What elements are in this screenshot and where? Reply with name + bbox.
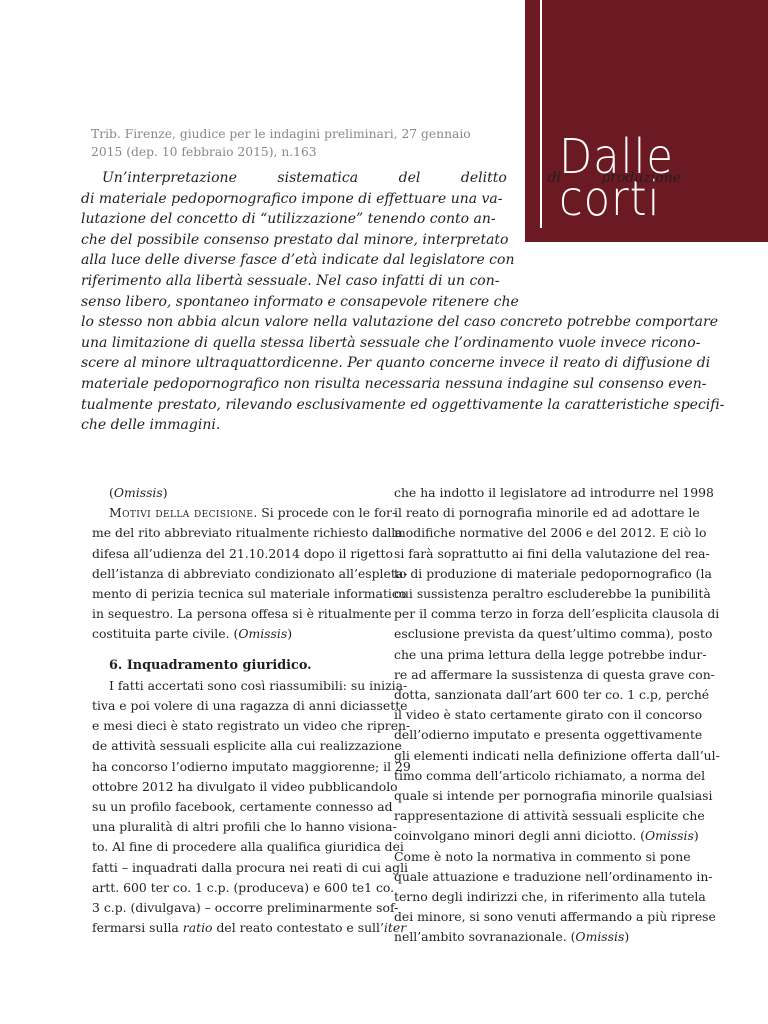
abstract-line: lo stesso non abbia alcun valore nella valutazione del caso concreto potrebbe comportare [81, 314, 718, 331]
abstract-line: scere al minore ultraquattordicenne. Per quanto concerne invece il reato di diffusione di [81, 355, 711, 372]
body-line: che ha indotto il legislatore ad introdurre nel 1998 [394, 485, 714, 500]
abstract-massima [81, 168, 725, 436]
body-line: nell’ambito sovranazionale. (Omissis) [394, 929, 630, 945]
body-line: una pluralità di altri profili che lo hanno visiona- [92, 819, 397, 835]
body-line: Come è noto la normativa in commento si pone [394, 848, 691, 864]
body-line: quale attuazione e traduzione nell’ordinamento in- [394, 868, 713, 884]
body-line: de attività sessuali esplicite alla cui realizzazione [92, 738, 402, 754]
abstract-line: alla luce delle diverse fasce d’età indicate dal legislatore con [81, 252, 515, 269]
case-citation [91, 125, 481, 161]
body-line: dei minore, si sono venuti affermando a più riprese [394, 909, 716, 925]
body-line: I fatti accertati sono così riassumibili: su inizia- [109, 677, 408, 693]
abstract-line: che delle immagini. [81, 417, 221, 434]
body-line: ha concorso l’odierno imputato maggiorenne; il 29 [92, 758, 411, 774]
abstract-line: senso libero, spontaneo informato e consapevole ritenere che [81, 293, 519, 310]
body-line: artt. 600 ter co. 1 c.p. (produceva) e 600 te1 co. [92, 879, 395, 895]
body-line: quale si intende per pornografia minorile qualsiasi [394, 788, 713, 804]
body-line: che una prima lettura della legge potrebbe indur- [394, 646, 707, 662]
section-heading: 6. Inquadramento giuridico. [109, 657, 312, 673]
body-line: fatti – inquadrati dalla procura nei reati di cui agli [92, 859, 409, 875]
body-line: re ad affermare la sussistenza di questa grave con- [394, 666, 715, 682]
body-line: to di produzione di materiale pedopornografico (la [394, 565, 712, 581]
abstract-line: che del possibile consenso prestato dal minore, interpretato [81, 231, 509, 248]
section-title-line-1: Dalle [559, 129, 674, 185]
body-line: tiva e poi volere di una ragazza di anni diciassette [92, 698, 408, 714]
body-line: esclusione prevista da quest’ultimo comma), posto [394, 626, 713, 642]
body-line: terno degli indirizzi che, in riferimento alla tutela [394, 889, 706, 905]
body-line: il video è stato certamente girato con il concorso [394, 707, 703, 723]
body-line: su un profilo facebook, certamente connesso ad [92, 799, 393, 815]
body-line: difesa all’udienza del 21.10.2014 dopo il rigetto [92, 545, 393, 561]
body-line: modifiche normative del 2006 e del 2012. E ciò lo [394, 525, 707, 541]
right-column [394, 483, 720, 948]
abstract-line: Un’interpretazione sistematica del delitto di produzione [102, 170, 681, 186]
abstract-line: materiale pedopornografico non risulta necessaria nessuna indagine sul consenso even- [81, 375, 707, 392]
body-line: per il comma terzo in forza dell’esplicita clausola di [394, 606, 720, 622]
body-line: si farà soprattutto ai fini della valutazione del rea- [394, 545, 710, 561]
body-line: gli elementi indicati nella definizione offerta dall’ul- [394, 747, 720, 763]
body-line: costituita parte civile. (Omissis) [92, 626, 293, 642]
body-line: fermarsi sulla ratio del reato contestato e sull’iter [92, 920, 407, 936]
body-line: mento di perizia tecnica sul materiale informatico [92, 586, 407, 602]
body-line: me del rito abbreviato ritualmente richiesto dalla [92, 525, 403, 541]
section-title-line-2: corti [559, 171, 661, 227]
body-line: timo comma dell’articolo richiamato, a norma del [394, 767, 706, 783]
citation-line: 2015 (dep. 10 febbraio 2015), n.163 [91, 145, 317, 159]
body-line: dell’istanza di abbreviato condizionato all’espleta- [92, 565, 408, 581]
left-column [92, 483, 411, 938]
motivi-label: Motivi della decisione [109, 505, 254, 521]
citation-line: Trib. Firenze, giudice per le indagini preliminari, 27 gennaio [91, 127, 471, 141]
body-line: to. Al fine di procedere alla qualifica giuridica dei [92, 839, 404, 855]
body-line: ottobre 2012 ha divulgato il video pubblicandolo [92, 778, 398, 794]
body-line: il reato di pornografia minorile ed ad adottare le [394, 505, 700, 521]
abstract-line: di materiale pedopornografico impone di effettuare una va- [81, 190, 503, 207]
abstract-line: lutazione del concetto di “utilizzazione” tenendo conto an- [81, 211, 496, 228]
body-line: rappresentazione di attività sessuali esplicite che [394, 808, 705, 824]
abstract-line: tualmente prestato, rilevando esclusivamente ed oggettivamente la caratteristiche specifi- [81, 396, 725, 413]
body-line: cui sussistenza peraltro escluderebbe la punibilità [394, 586, 711, 602]
omissis-marker: (Omissis) [109, 485, 168, 500]
body-line: coinvolgano minori degli anni diciotto. (Omissis) [394, 828, 699, 844]
body-line: e mesi dieci è stato registrato un video che ripren- [92, 718, 411, 734]
body-line: dotta, sanzionata dall’art 600 ter co. 1 c.p, perché [394, 687, 710, 703]
body-line: in sequestro. La persona offesa si è ritualmente [92, 606, 392, 622]
abstract-line: una limitazione di quella stessa libertà sessuale che l’ordinamento vuole invece ricono- [81, 334, 701, 351]
body-line: 3 c.p. (divulgava) – occorre preliminarmente sof- [92, 900, 399, 916]
body-line: dell’odierno imputato e presenta oggettivamente [394, 727, 703, 743]
motivi-paragraph-first-line: Motivi della decisione. Si procede con le for- [109, 505, 397, 521]
abstract-line: riferimento alla libertà sessuale. Nel caso infatti di un con- [81, 272, 500, 289]
